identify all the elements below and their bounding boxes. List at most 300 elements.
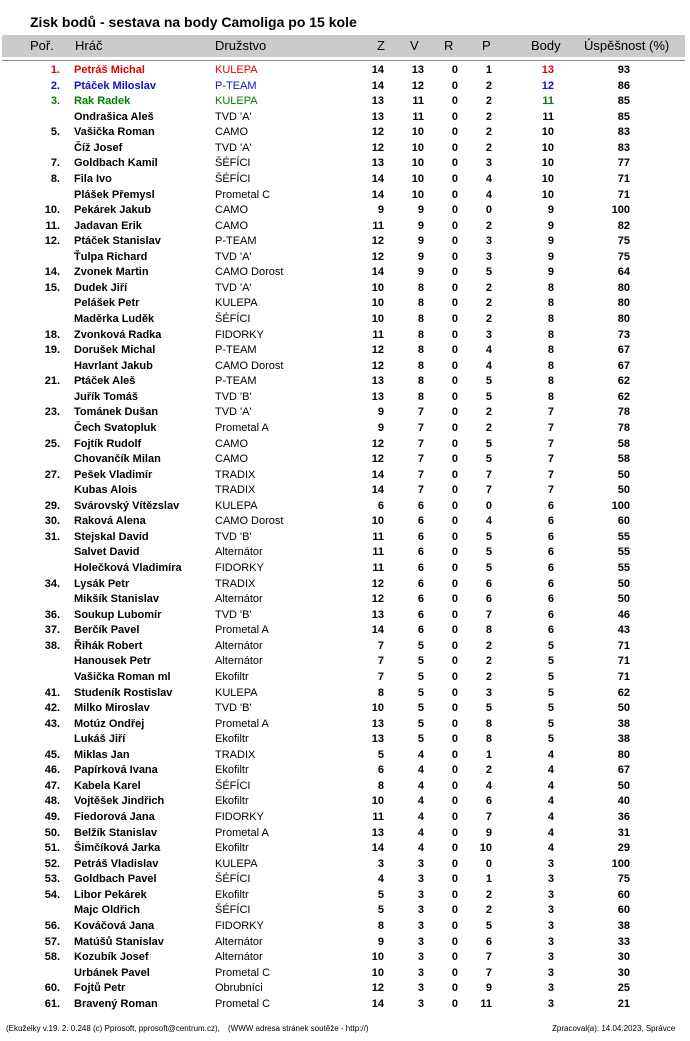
cell-v: 7	[417, 437, 424, 450]
cell-team: P-TEAM	[215, 79, 257, 92]
table-row	[0, 826, 690, 842]
cell-success: 60	[617, 904, 630, 917]
cell-r: 0	[451, 453, 458, 466]
cell-v: 3	[417, 873, 424, 886]
table-row	[0, 903, 690, 919]
table-row	[0, 981, 690, 997]
cell-rank: 61.	[44, 997, 60, 1010]
cell-p: 2	[485, 639, 492, 652]
cell-points: 4	[547, 779, 554, 792]
cell-z: 14	[371, 64, 384, 76]
cell-r: 0	[451, 328, 458, 341]
cell-p: 5	[485, 530, 492, 543]
cell-success: 78	[617, 421, 630, 434]
cell-z: 11	[372, 328, 384, 341]
cell-success: 75	[617, 235, 630, 248]
cell-rank: 30.	[44, 515, 60, 528]
cell-player: Kozubík Josef	[74, 951, 149, 964]
cell-p: 2	[485, 297, 492, 310]
cell-v: 6	[417, 515, 424, 528]
cell-player: Vašička Roman	[74, 126, 155, 139]
cell-v: 10	[411, 172, 424, 185]
cell-z: 11	[372, 530, 384, 543]
cell-points: 3	[547, 982, 554, 995]
cell-team: Prometal A	[215, 421, 269, 434]
cell-v: 6	[417, 577, 424, 590]
cell-success: 75	[617, 873, 630, 886]
cell-z: 13	[371, 375, 384, 388]
cell-success: 80	[617, 281, 630, 294]
cell-player: Belžík Stanislav	[74, 826, 158, 839]
cell-success: 71	[617, 172, 630, 185]
cell-r: 0	[451, 982, 458, 995]
cell-v: 10	[411, 157, 424, 170]
table-row	[0, 234, 690, 250]
table-row	[0, 592, 690, 608]
cell-success: 67	[617, 359, 630, 372]
cell-r: 0	[451, 297, 458, 310]
cell-p: 3	[485, 686, 492, 699]
cell-points: 3	[547, 904, 554, 917]
cell-player: Ondrašica Aleš	[74, 110, 154, 123]
cell-rank: 10.	[44, 204, 60, 217]
cell-r: 0	[451, 421, 458, 434]
table-row	[0, 359, 690, 375]
cell-z: 12	[371, 437, 384, 450]
cell-p: 6	[485, 593, 492, 606]
cell-player: Goldbach Kamil	[74, 157, 158, 170]
table-row	[0, 794, 690, 810]
cell-player: Ptáček Miloslav	[74, 79, 156, 92]
cell-z: 11	[372, 219, 384, 232]
header-team: Družstvo	[215, 38, 267, 53]
cell-team: KULEPA	[215, 686, 258, 699]
cell-player: Hanousek Petr	[74, 655, 152, 668]
table-row	[0, 732, 690, 748]
cell-player: Čech Svatopluk	[74, 421, 157, 434]
cell-z: 8	[377, 919, 384, 932]
cell-team: FIDORKY	[215, 328, 264, 341]
table-row	[0, 343, 690, 359]
cell-v: 3	[417, 857, 424, 870]
cell-team: KULEPA	[215, 499, 258, 512]
table-row	[0, 219, 690, 235]
cell-points: 3	[547, 951, 554, 964]
cell-v: 10	[411, 141, 424, 154]
cell-team: Ekofiltr	[215, 795, 249, 808]
cell-v: 10	[411, 126, 424, 139]
cell-p: 4	[485, 188, 492, 201]
cell-points: 12	[541, 79, 554, 92]
cell-success: 100	[611, 204, 630, 217]
cell-rank: 48.	[44, 795, 60, 808]
cell-player: Petráš Michal	[74, 64, 145, 76]
cell-team: FIDORKY	[215, 919, 264, 932]
cell-z: 14	[371, 172, 384, 185]
cell-team: CAMO Dorost	[215, 515, 284, 528]
cell-z: 13	[371, 733, 384, 746]
cell-v: 3	[417, 982, 424, 995]
cell-points: 10	[541, 126, 554, 139]
table-row	[0, 468, 690, 484]
cell-p: 1	[485, 748, 492, 761]
cell-player: Svárovský Vítězslav	[74, 499, 180, 512]
table-row	[0, 141, 690, 157]
cell-p: 2	[485, 764, 492, 777]
cell-z: 10	[371, 951, 384, 964]
cell-player: Pelášek Petr	[74, 297, 140, 310]
cell-points: 9	[547, 250, 554, 263]
cell-player: Motúz Ondřej	[74, 717, 145, 730]
cell-p: 5	[485, 390, 492, 403]
cell-points: 5	[547, 639, 554, 652]
footer-software: (Ekuželky v.19. 2. 0.248 (c) Pprosoft, pprosoft@centrum.cz),	[6, 1024, 220, 1033]
cell-v: 6	[417, 593, 424, 606]
cell-z: 9	[377, 935, 384, 948]
cell-p: 5	[485, 562, 492, 574]
cell-p: 0	[485, 857, 492, 870]
cell-success: 62	[617, 390, 630, 403]
cell-r: 0	[451, 204, 458, 217]
cell-player: Havrlant Jakub	[74, 359, 153, 372]
header-r: R	[444, 38, 454, 53]
cell-v: 8	[417, 359, 424, 372]
cell-p: 0	[485, 499, 492, 512]
cell-success: 100	[611, 499, 630, 512]
cell-success: 85	[617, 110, 630, 123]
cell-p: 0	[485, 204, 492, 217]
cell-team: CAMO	[215, 437, 248, 450]
cell-success: 67	[617, 764, 630, 777]
cell-player: Soukup Lubomír	[74, 608, 162, 621]
cell-success: 38	[617, 733, 630, 746]
cell-points: 4	[547, 826, 554, 839]
cell-success: 83	[617, 126, 630, 139]
cell-v: 4	[417, 779, 424, 792]
cell-rank: 11.	[45, 219, 60, 232]
cell-r: 0	[451, 966, 458, 979]
cell-points: 4	[547, 811, 554, 823]
cell-r: 0	[451, 795, 458, 808]
cell-z: 10	[371, 966, 384, 979]
header-player: Hráč	[75, 38, 103, 53]
cell-points: 5	[547, 686, 554, 699]
cell-r: 0	[451, 811, 458, 823]
table-row	[0, 966, 690, 982]
cell-p: 2	[485, 313, 492, 325]
cell-z: 12	[371, 359, 384, 372]
cell-v: 3	[417, 904, 424, 917]
cell-success: 31	[617, 826, 630, 839]
cell-team: ŠÉFÍCI	[215, 873, 251, 886]
cell-r: 0	[451, 670, 458, 683]
cell-team: CAMO Dorost	[215, 359, 284, 372]
cell-v: 8	[417, 344, 424, 357]
cell-team: Ekofiltr	[215, 842, 249, 855]
cell-points: 8	[547, 375, 554, 388]
cell-success: 71	[617, 670, 630, 683]
cell-v: 4	[417, 764, 424, 777]
cell-points: 6	[547, 562, 554, 574]
cell-player: Číž Josef	[74, 141, 123, 154]
cell-player: Kubas Alois	[74, 484, 138, 497]
cell-rank: 49.	[44, 811, 60, 823]
cell-v: 7	[417, 468, 424, 481]
cell-rank: 41.	[44, 686, 60, 699]
cell-z: 5	[377, 748, 384, 761]
cell-player: Vojtěšek Jindřich	[74, 795, 165, 808]
cell-r: 0	[451, 468, 458, 481]
table-row	[0, 639, 690, 655]
cell-points: 4	[547, 795, 554, 808]
cell-r: 0	[451, 919, 458, 932]
cell-p: 2	[485, 219, 492, 232]
cell-team: TRADIX	[215, 484, 256, 497]
cell-team: TVD 'B'	[215, 390, 252, 403]
cell-r: 0	[451, 873, 458, 886]
table-row	[0, 779, 690, 795]
cell-p: 7	[485, 951, 492, 964]
cell-r: 0	[451, 188, 458, 201]
table-row	[0, 701, 690, 717]
cell-z: 11	[372, 562, 384, 574]
cell-r: 0	[451, 951, 458, 964]
cell-v: 8	[417, 313, 424, 325]
cell-r: 0	[451, 935, 458, 948]
cell-r: 0	[451, 344, 458, 357]
cell-team: Ekofiltr	[215, 764, 249, 777]
cell-team: ŠÉFÍCI	[215, 172, 251, 185]
cell-p: 1	[485, 64, 492, 76]
cell-player: Tománek Dušan	[74, 406, 159, 419]
cell-team: P-TEAM	[215, 235, 257, 248]
cell-team: Prometal C	[215, 188, 271, 201]
cell-p: 4	[485, 779, 492, 792]
cell-success: 40	[617, 795, 630, 808]
table-row	[0, 188, 690, 204]
cell-p: 7	[485, 966, 492, 979]
cell-rank: 5.	[50, 126, 60, 139]
cell-r: 0	[451, 375, 458, 388]
cell-success: 43	[617, 624, 630, 637]
cell-team: Alternátor	[215, 546, 263, 559]
cell-player: Mikšík Stanislav	[74, 593, 159, 606]
cell-points: 6	[547, 608, 554, 621]
cell-team: P-TEAM	[215, 344, 257, 357]
cell-team: KULEPA	[215, 95, 258, 108]
cell-player: Chovančík Milan	[74, 453, 161, 466]
table-row	[0, 421, 690, 437]
cell-team: TVD 'A'	[215, 250, 252, 263]
cell-p: 2	[485, 95, 492, 108]
cell-p: 3	[485, 328, 492, 341]
cell-points: 6	[547, 546, 554, 559]
cell-points: 8	[547, 359, 554, 372]
cell-team: TRADIX	[215, 468, 256, 481]
cell-rank: 37.	[44, 624, 60, 637]
cell-rank: 51.	[44, 842, 60, 855]
cell-v: 9	[417, 204, 424, 217]
cell-rank: 36.	[44, 608, 60, 621]
table-row	[0, 328, 690, 344]
cell-v: 8	[417, 328, 424, 341]
cell-success: 38	[617, 717, 630, 730]
cell-r: 0	[451, 266, 458, 279]
table-row	[0, 265, 690, 281]
cell-z: 12	[371, 577, 384, 590]
cell-v: 3	[417, 888, 424, 901]
table-row	[0, 483, 690, 499]
cell-r: 0	[451, 717, 458, 730]
cell-p: 2	[485, 421, 492, 434]
cell-success: 86	[617, 79, 630, 92]
cell-player: Majc Oldřich	[74, 904, 141, 917]
cell-points: 5	[547, 655, 554, 668]
cell-v: 5	[417, 639, 424, 652]
cell-rank: 3.	[50, 95, 60, 108]
cell-v: 11	[412, 95, 424, 108]
cell-z: 8	[377, 779, 384, 792]
cell-p: 9	[485, 982, 492, 995]
cell-team: KULEPA	[215, 297, 258, 310]
cell-p: 4	[485, 344, 492, 357]
cell-team: Ekofiltr	[215, 888, 249, 901]
cell-success: 62	[617, 375, 630, 388]
cell-rank: 29.	[44, 499, 60, 512]
header-rank: Poř.	[30, 38, 54, 53]
cell-v: 12	[411, 79, 424, 92]
cell-z: 14	[371, 842, 384, 855]
cell-v: 6	[417, 562, 424, 574]
cell-rank: 18.	[44, 328, 60, 341]
cell-z: 12	[371, 141, 384, 154]
table-row	[0, 748, 690, 764]
cell-success: 21	[617, 997, 630, 1010]
cell-rank: 31.	[44, 530, 60, 543]
cell-v: 3	[417, 951, 424, 964]
header-v: V	[410, 38, 419, 53]
cell-p: 5	[485, 919, 492, 932]
table-row	[0, 437, 690, 453]
cell-r: 0	[451, 639, 458, 652]
cell-r: 0	[451, 359, 458, 372]
cell-rank: 54.	[44, 888, 60, 901]
cell-r: 0	[451, 172, 458, 185]
cell-points: 3	[547, 966, 554, 979]
cell-rank: 46.	[44, 764, 60, 777]
cell-points: 4	[547, 748, 554, 761]
cell-z: 12	[371, 982, 384, 995]
cell-v: 4	[417, 826, 424, 839]
cell-player: Ptáček Stanislav	[74, 235, 161, 248]
cell-points: 7	[547, 484, 554, 497]
cell-v: 3	[417, 966, 424, 979]
cell-points: 8	[547, 297, 554, 310]
cell-success: 36	[617, 811, 630, 823]
cell-team: ŠÉFÍCI	[215, 904, 251, 917]
cell-p: 2	[485, 126, 492, 139]
cell-p: 4	[485, 359, 492, 372]
cell-rank: 60.	[44, 982, 60, 995]
cell-rank: 43.	[44, 717, 60, 730]
cell-points: 8	[547, 281, 554, 294]
cell-success: 75	[617, 250, 630, 263]
cell-p: 5	[485, 266, 492, 279]
cell-rank: 25.	[44, 437, 60, 450]
cell-z: 13	[371, 390, 384, 403]
cell-points: 9	[547, 235, 554, 248]
cell-v: 6	[417, 624, 424, 637]
cell-p: 8	[485, 733, 492, 746]
cell-v: 9	[417, 250, 424, 263]
cell-rank: 45.	[44, 748, 60, 761]
cell-points: 3	[547, 873, 554, 886]
cell-rank: 23.	[44, 406, 60, 419]
table-row	[0, 203, 690, 219]
cell-rank: 34.	[44, 577, 60, 590]
cell-z: 9	[377, 406, 384, 419]
cell-success: 78	[617, 406, 630, 419]
cell-r: 0	[451, 64, 458, 76]
cell-v: 6	[417, 530, 424, 543]
cell-z: 12	[371, 250, 384, 263]
cell-player: Dorušek Michal	[74, 344, 156, 357]
header-divider	[2, 60, 685, 61]
table-row	[0, 530, 690, 546]
cell-success: 38	[617, 919, 630, 932]
cell-team: TRADIX	[215, 577, 256, 590]
cell-success: 80	[617, 748, 630, 761]
cell-z: 10	[371, 281, 384, 294]
cell-z: 13	[371, 608, 384, 621]
cell-v: 4	[417, 811, 424, 823]
cell-player: Pešek Vladimír	[74, 468, 153, 481]
table-row	[0, 545, 690, 561]
cell-z: 10	[371, 515, 384, 528]
cell-player: Ťulpa Richard	[74, 250, 148, 263]
cell-player: Urbánek Pavel	[74, 966, 150, 979]
cell-team: Alternátor	[215, 951, 263, 964]
cell-player: Goldbach Pavel	[74, 873, 157, 886]
cell-p: 7	[485, 468, 492, 481]
cell-player: Ptáček Aleš	[74, 375, 136, 388]
cell-z: 7	[377, 655, 384, 668]
cell-z: 6	[377, 499, 384, 512]
cell-p: 2	[485, 110, 492, 123]
cell-points: 8	[547, 390, 554, 403]
cell-z: 13	[371, 717, 384, 730]
cell-r: 0	[451, 141, 458, 154]
cell-z: 5	[377, 888, 384, 901]
cell-success: 62	[617, 686, 630, 699]
cell-p: 5	[485, 437, 492, 450]
cell-points: 5	[547, 702, 554, 715]
cell-points: 5	[547, 733, 554, 746]
cell-p: 4	[485, 172, 492, 185]
cell-team: CAMO	[215, 126, 248, 139]
cell-success: 33	[617, 935, 630, 948]
cell-team: TRADIX	[215, 748, 256, 761]
table-row	[0, 810, 690, 826]
cell-rank: 27.	[44, 468, 60, 481]
cell-z: 12	[371, 235, 384, 248]
cell-v: 8	[417, 390, 424, 403]
cell-points: 4	[547, 764, 554, 777]
cell-rank: 58.	[44, 951, 60, 964]
cell-points: 10	[541, 157, 554, 170]
cell-success: 50	[617, 702, 630, 715]
cell-team: Prometal C	[215, 997, 271, 1010]
